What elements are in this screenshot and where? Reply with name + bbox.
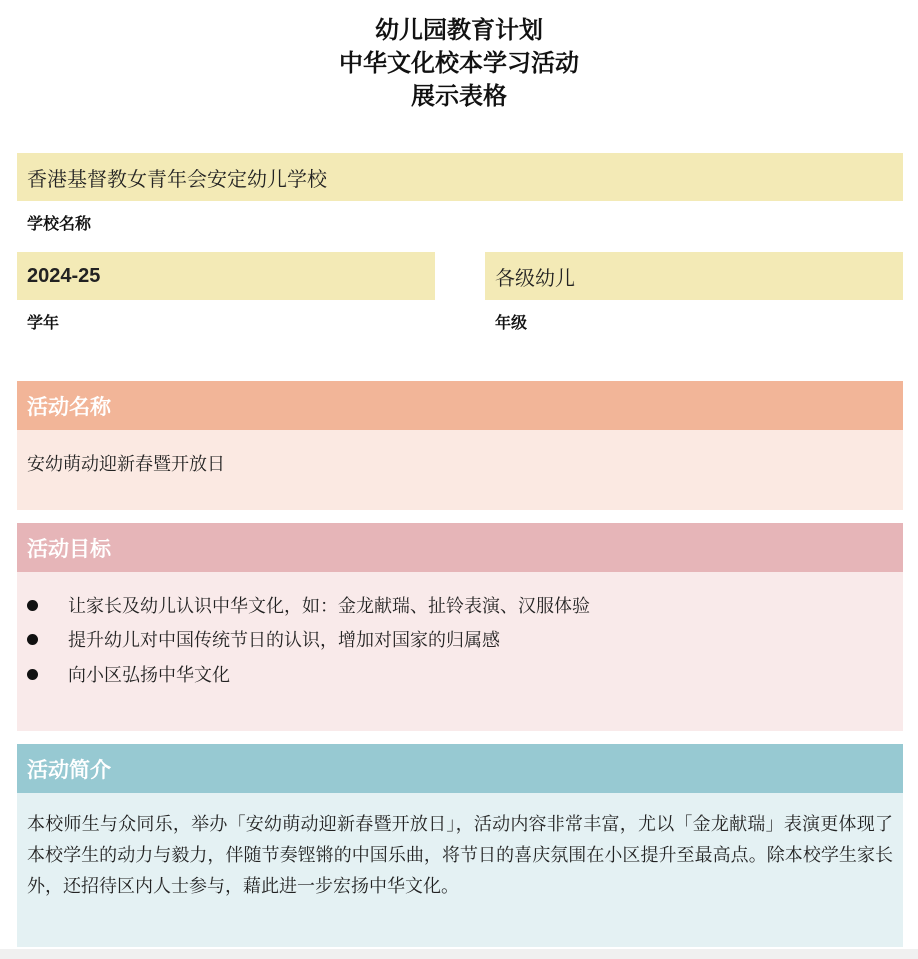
activity-objectives-section (17, 572, 903, 731)
activity-objectives-heading: 活动目标 (17, 523, 903, 572)
page-bottom-edge (0, 949, 918, 959)
objective-item (27, 592, 590, 618)
title-line-1: 幼儿园教育计划 (375, 16, 543, 44)
activity-name-heading: 活动名称 (17, 381, 903, 430)
bullet-icon (27, 600, 38, 611)
title-line-3: 展示表格 (411, 82, 507, 110)
objective-text: 让家长及幼儿认识中华文化，如：金龙献瑞、扯铃表演、汉服体验 (68, 596, 590, 617)
school-name-label: 学校名称 (27, 214, 92, 233)
bullet-icon (27, 669, 38, 680)
objective-text: 提升幼儿对中国传统节日的认识，增加对国家的归属感 (68, 630, 500, 651)
activity-intro-text[interactable]: 本校师生与众同乐，举办「安幼萌动迎新春暨开放日」，活动内容非常丰富，尤以「金龙献瑞」表演更体现了本校学生的动力与毅力，伴随节奏铿锵的中国乐曲，将节日的喜庆氛围在小区提升至最高点。除本校学生家长外，还招待区内人士参与，藉此进一步宏扬中华文化。 (27, 814, 893, 897)
activity-intro-heading: 活动简介 (17, 744, 903, 793)
activity-intro-section (17, 793, 903, 947)
bullet-icon (27, 634, 38, 645)
school-name-field[interactable]: 香港基督教女青年会安定幼儿学校 (17, 153, 903, 201)
title-line-2: 中华文化校本学习活动 (339, 49, 579, 77)
activity-name-section (17, 430, 903, 510)
objective-item (27, 661, 230, 687)
activity-name-value[interactable]: 安幼萌动迎新春暨开放日 (27, 454, 225, 475)
document-title (0, 14, 918, 113)
grade-field[interactable]: 各级幼儿 (485, 252, 903, 300)
school-year-field[interactable]: 2024-25 (17, 252, 435, 300)
school-year-label: 学年 (27, 313, 60, 332)
objective-item (27, 626, 500, 652)
objective-text: 向小区弘扬中华文化 (68, 665, 230, 686)
grade-label: 年级 (495, 313, 528, 332)
